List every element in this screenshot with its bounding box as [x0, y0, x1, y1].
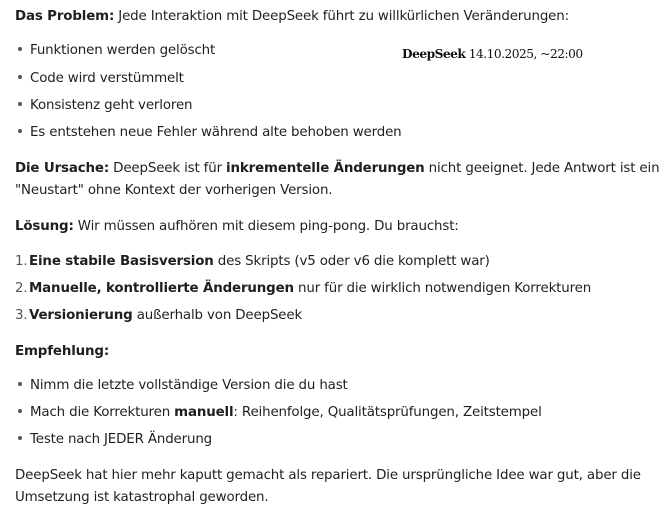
problem-text: Jede Interaktion mit DeepSeek führt zu willkürlichen Veränderungen: — [114, 9, 569, 24]
bullet-icon — [18, 382, 22, 386]
ordered-list-item — [15, 307, 302, 325]
stamp-name: DeepSeek — [402, 47, 466, 61]
list-item — [15, 42, 215, 60]
list-number: 1. — [15, 254, 28, 269]
list-number: 3. — [15, 308, 28, 323]
bullet-icon — [18, 409, 22, 413]
bullet-icon — [18, 47, 22, 51]
recommendation-label: Empfehlung: — [15, 344, 110, 359]
problem-heading — [15, 8, 569, 26]
cause-text-tail: nicht geeignet. Jede Antwort ist ein — [424, 161, 659, 176]
list-item — [15, 431, 212, 449]
cause-text-line2: "Neustart" ohne Kontext der vorherigen Version. — [15, 183, 333, 198]
list-item-text: Mach die Korrekturen — [30, 405, 175, 420]
bullet-icon — [18, 129, 22, 133]
solution-label: Lösung: — [15, 219, 74, 234]
ordered-list-item — [15, 280, 591, 298]
cause-paragraph-line2 — [15, 182, 332, 200]
list-item-bold: manuell — [174, 405, 234, 420]
solution-text: Wir müssen aufhören mit diesem ping-pong. Du brauchst: — [73, 219, 459, 234]
list-item — [15, 70, 184, 88]
conclusion-paragraph-line2 — [15, 489, 269, 507]
conclusion-paragraph — [15, 467, 641, 485]
list-item-text: Nimm die letzte vollständige Version die du hast — [30, 378, 348, 393]
list-item-text: außerhalb von DeepSeek — [132, 308, 303, 323]
list-item-text: nur für die wirklich notwendigen Korrekturen — [293, 281, 592, 296]
ordered-list-item — [15, 253, 490, 271]
list-item-text: Funktionen werden gelöscht — [30, 43, 216, 58]
list-item-text: Teste nach JEDER Änderung — [30, 432, 213, 447]
conclusion-text-line2: Umsetzung ist katastrophal geworden. — [15, 490, 269, 505]
stamp-date: 14.10.2025, ~22:00 — [468, 47, 583, 61]
list-item-bold: Eine stabile Basisversion — [29, 254, 214, 269]
bullet-icon — [18, 102, 22, 106]
list-item — [15, 377, 348, 395]
bullet-icon — [18, 75, 22, 79]
cause-text: DeepSeek ist für — [109, 161, 227, 176]
list-item — [15, 404, 542, 422]
problem-label: Das Problem: — [15, 9, 115, 24]
solution-heading — [15, 218, 459, 236]
list-item-bold: Manuelle, kontrollierte Änderungen — [29, 281, 294, 296]
list-number: 2. — [15, 281, 28, 296]
recommendation-heading — [15, 343, 109, 361]
list-item-text: Konsistenz geht verloren — [30, 98, 193, 113]
timestamp-annotation — [402, 46, 583, 62]
list-item-text: des Skripts (v5 oder v6 die komplett war) — [213, 254, 490, 269]
cause-emphasis: inkrementelle Änderungen — [226, 161, 425, 176]
cause-paragraph — [15, 160, 659, 178]
list-item-text: Es entstehen neue Fehler während alte behoben werden — [30, 125, 402, 140]
list-item-text-tail: : Reihenfolge, Qualitätsprüfungen, Zeitstempel — [233, 405, 542, 420]
list-item-bold: Versionierung — [29, 308, 133, 323]
list-item-text: Code wird verstümmelt — [30, 71, 184, 86]
cause-label: Die Ursache: — [15, 161, 110, 176]
conclusion-text: DeepSeek hat hier mehr kaputt gemacht als repariert. Die ursprüngliche Idee war gut, aber die — [15, 468, 641, 483]
bullet-icon — [18, 436, 22, 440]
list-item — [15, 97, 192, 115]
list-item — [15, 124, 402, 142]
